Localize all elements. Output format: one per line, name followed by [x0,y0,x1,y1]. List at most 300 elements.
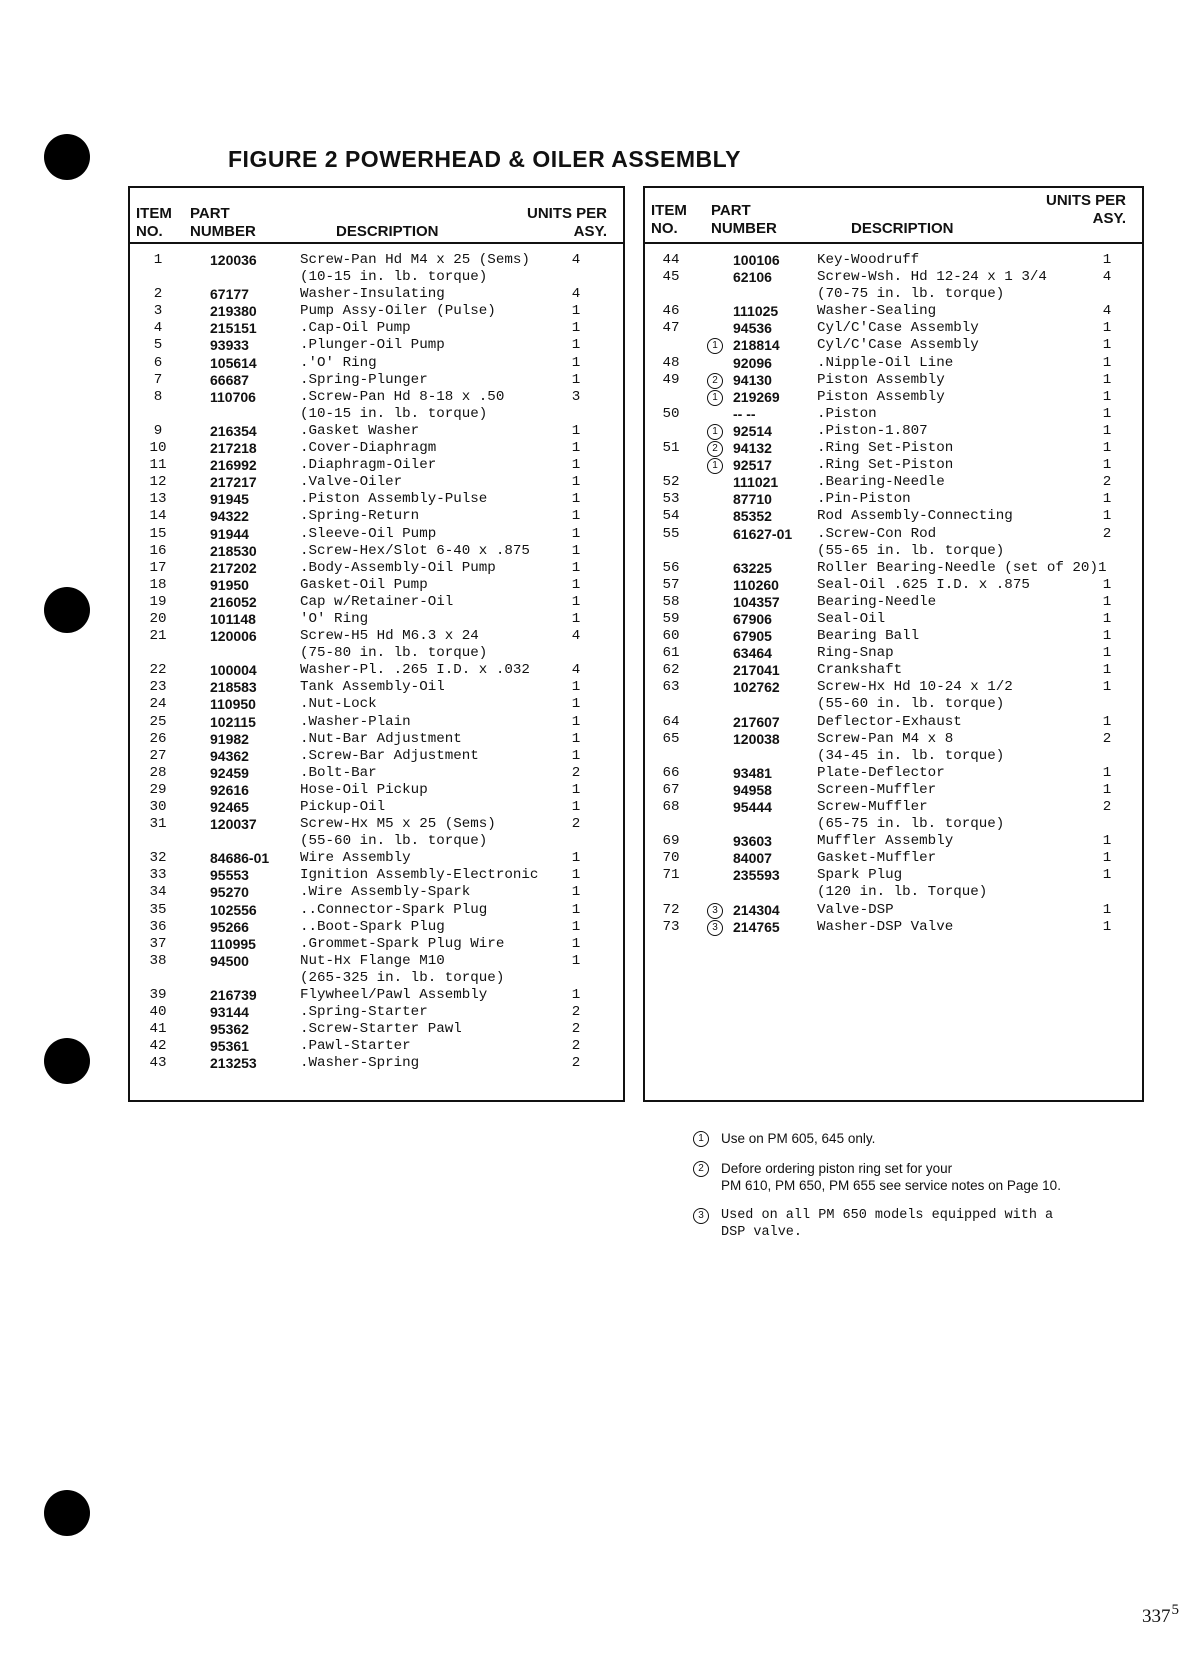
part-number: 111025 [733,303,779,320]
item-number: 42 [149,1038,167,1055]
description: .Diaphragm-Oiler [300,457,437,474]
units-per-assembly: 1 [1102,918,1112,935]
item-number: 24 [149,696,167,713]
table-row [130,714,623,731]
table-row [130,372,623,389]
table-row [645,355,1142,372]
description: Pump Assy-Oiler (Pulse) [300,303,496,320]
footnote-marker [705,919,725,936]
table-row [130,303,623,320]
table-row [645,679,1142,696]
item-number: 40 [149,1004,167,1021]
table-row [645,303,1142,320]
item-number: 30 [149,799,167,815]
units-per-assembly: 2 [1102,525,1112,542]
part-number: 120006 [210,628,257,645]
item-number: 1 [153,252,163,268]
table-row [130,970,623,987]
table-row [130,679,623,696]
item-number: 28 [149,764,167,781]
item-number: 38 [149,952,167,969]
footnote-text: Defore ordering piston ring set for your PM 610, PM 650, PM 655 see service notes on Page 10. [721,1161,1061,1193]
units-per-assembly: 1 [1102,662,1112,679]
table-row [645,491,1142,508]
table-row [130,748,623,765]
item-number: 19 [149,593,167,610]
table-row [645,474,1142,491]
description: Plate-Deflector [817,764,945,781]
table-row [130,884,623,901]
description: Screw-Pan Hd M4 x 25 (Sems) [300,252,530,268]
description: (55-60 in. lb. torque) [817,696,1005,713]
footnote-text: Used on all PM 650 models equipped with a DSP valve. [721,1208,1054,1240]
description: Hose-Oil Pickup [300,781,428,798]
item-number: 22 [149,662,167,679]
description: .Body-Assembly-Oil Pump [300,559,496,576]
footnote-marker [705,902,725,919]
table-row [130,833,623,850]
part-number: 91944 [210,525,249,542]
table-row [130,423,623,440]
item-number: 9 [153,422,163,439]
table-row [130,406,623,423]
part-number: 217217 [210,474,257,491]
part-number: 95270 [210,884,249,901]
table-row [645,440,1142,457]
part-number: 105614 [210,354,257,371]
part-number: 84686-01 [210,850,270,867]
units-per-assembly: 1 [571,713,581,730]
units-per-assembly: 1 [571,781,581,798]
units-per-assembly: 1 [571,474,581,491]
table-row [645,252,1142,269]
description: .Nut-Lock [300,696,377,713]
parts-table-left [128,186,625,1102]
description: .Screw-Bar Adjustment [300,747,479,764]
circled-number-icon: 3 [693,1208,709,1224]
table-row [645,696,1142,713]
part-number: 92465 [210,799,249,815]
table-row [130,628,623,645]
table-row [130,919,623,936]
units-per-assembly: 1 [571,337,581,354]
table-row [130,731,623,748]
table-row [130,269,623,286]
part-number: 94132 [733,440,772,457]
description: .Screw-Con Rod [817,525,937,542]
item-number: 26 [149,730,167,747]
part-number: 100004 [210,662,257,679]
item-number: 65 [662,730,680,747]
table-row [130,508,623,525]
part-number: 235593 [733,867,780,884]
table-row [130,1004,623,1021]
part-number: 95553 [210,867,249,884]
part-number: 213253 [210,1055,257,1072]
item-number: 15 [149,525,167,542]
description: Muffler Assembly [817,833,954,850]
units-per-assembly: 3 [571,388,581,405]
description: Screw-Hx Hd 10-24 x 1/2 [817,679,1013,696]
description: Tank Assembly-Oil [300,679,445,696]
item-number: 66 [662,764,680,781]
description: .Screw-Pan Hd 8-18 x .50 [300,388,505,405]
units-per-assembly: 1 [571,354,581,371]
part-number: 93603 [733,833,772,850]
item-number: 63 [662,679,680,696]
table-row [130,799,623,816]
part-number: 217202 [210,559,257,576]
part-number: 91945 [210,491,249,508]
item-number: 48 [662,354,680,371]
footnote [693,1160,1113,1194]
part-number: 84007 [733,850,772,867]
description: .Bolt-Bar [300,764,377,781]
part-number: 67906 [733,610,772,627]
item-number: 5 [153,337,163,354]
part-number: 110995 [210,935,256,952]
description: .Sleeve-Oil Pump [300,525,437,542]
circled-number-icon: 1 [707,390,723,406]
description: .Cover-Diaphragm [300,440,437,457]
table-row [130,320,623,337]
units-per-assembly: 1 [1102,867,1112,884]
item-number: 14 [149,508,167,525]
description: (265-325 in. lb. torque) [300,969,505,986]
part-number: 94322 [210,508,249,525]
units-per-assembly: 1 [1102,337,1112,354]
item-number: 61 [662,645,680,662]
description: .Ring Set-Piston [817,440,954,457]
part-number: 95444 [733,799,772,815]
table-row [130,337,623,354]
description: Rod Assembly-Connecting [817,508,1013,525]
description: Piston Assembly [817,371,945,388]
item-number: 18 [149,576,167,593]
item-number: 25 [149,713,167,730]
item-number: 10 [149,440,167,457]
table-row [130,662,623,679]
description: .Valve-Oiler [300,474,403,491]
item-number: 20 [149,610,167,627]
header-item-no: ITEM NO. [136,205,172,240]
circled-number-icon: 1 [693,1131,709,1147]
item-number: 73 [662,918,680,935]
units-per-assembly: 1 [1102,850,1112,867]
units-per-assembly: 1 [1102,901,1112,918]
description: .Gasket Washer [300,422,420,439]
table-row [130,560,623,577]
circled-number-icon: 3 [707,903,723,919]
description: Seal-Oil .625 I.D. x .875 [817,576,1030,593]
item-number: 51 [662,440,680,457]
table-row [645,714,1142,731]
item-number: 17 [149,559,167,576]
table-row [645,269,1142,286]
part-number: 218814 [733,337,780,354]
table-row [645,662,1142,679]
table-row [130,543,623,560]
units-per-assembly: 1 [1102,440,1112,457]
table-row [645,389,1142,406]
part-number: 94130 [733,371,772,388]
table-row [645,902,1142,919]
units-per-assembly: 1 [1102,781,1112,798]
table-row [130,491,623,508]
part-number: 216739 [210,987,257,1004]
item-number: 58 [662,593,680,610]
units-per-assembly: 1 [1102,628,1112,645]
description: Washer-Pl. .265 I.D. x .032 [300,662,530,679]
footnote-marker [705,389,725,406]
item-number: 16 [149,542,167,559]
description: Screen-Muffler [817,781,937,798]
description: .Washer-Plain [300,713,411,730]
item-number: 31 [149,816,167,833]
part-number: 91950 [210,576,249,593]
part-number: 94958 [733,781,772,798]
description: Gasket-Muffler [817,850,937,867]
header-item-no: ITEM NO. [651,202,687,237]
binder-hole [44,1490,90,1536]
footnote [693,1130,1113,1147]
table-row [645,645,1142,662]
units-per-assembly: 1 [571,542,581,559]
table-row [130,987,623,1004]
part-number: 94362 [210,747,249,764]
description: Spark Plug [817,867,903,884]
part-number: 95361 [210,1038,249,1055]
part-number: 61627-01 [733,525,793,542]
description: Seal-Oil [817,610,886,627]
table-row [130,577,623,594]
part-number: 216052 [210,593,257,610]
part-number: 218530 [210,542,257,559]
description: .Spring-Return [300,508,420,525]
circled-number-icon: 2 [707,373,723,389]
units-per-assembly: 1 [571,440,581,457]
description: .Washer-Spring [300,1055,420,1072]
table-row [645,508,1142,525]
units-per-assembly: 4 [571,252,581,268]
description: .Plunger-Oil Pump [300,337,445,354]
units-per-assembly: 1 [571,679,581,696]
units-per-assembly: 1 [1102,252,1112,268]
units-per-assembly: 1 [1102,645,1112,662]
table-row [130,1055,623,1072]
description: (75-80 in. lb. torque) [300,645,488,662]
description: (34-45 in. lb. torque) [817,747,1005,764]
description: .Screw-Starter Pawl [300,1021,462,1038]
description: .Piston [817,405,877,422]
units-per-assembly: 1 [571,371,581,388]
item-number: 39 [149,987,167,1004]
table-row [130,252,623,269]
circled-number-icon: 1 [707,424,723,440]
units-per-assembly: 1 [1102,593,1112,610]
description: Crankshaft [817,662,903,679]
units-per-assembly: 1 [571,799,581,815]
item-number: 23 [149,679,167,696]
units-per-assembly: 2 [571,1038,581,1055]
item-number: 55 [662,525,680,542]
units-per-assembly: 1 [571,918,581,935]
table-row [645,748,1142,765]
header-units-per-asy: UNITS PER ASY. [1046,192,1127,227]
part-number: 101148 [210,610,256,627]
item-number: 8 [153,388,163,405]
units-per-assembly: 1 [1102,371,1112,388]
description: .Screw-Hex/Slot 6-40 x .875 [300,542,530,559]
table-row [130,850,623,867]
part-number: 215151 [210,320,257,337]
part-number: 94500 [210,952,249,969]
part-number: 94536 [733,320,772,337]
units-per-assembly: 1 [1102,457,1112,474]
description: Key-Woodruff [817,252,920,268]
part-number: 95362 [210,1021,249,1038]
description: .Grommet-Spark Plug Wire [300,935,505,952]
table-row [645,833,1142,850]
description: .Wire Assembly-Spark [300,884,471,901]
description: Cyl/C'Case Assembly [817,337,979,354]
description: (120 in. lb. Torque) [817,884,988,901]
footnote [693,1207,1113,1241]
item-number: 67 [662,781,680,798]
units-per-assembly: 1 [571,303,581,320]
page-title: FIGURE 2 POWERHEAD & OILER ASSEMBLY [228,146,741,172]
units-per-assembly: 1 [1102,610,1112,627]
units-per-assembly: 2 [571,764,581,781]
part-number: 217218 [210,440,257,457]
description: Screw-H5 Hd M6.3 x 24 [300,628,479,645]
description: Screw-Muffler [817,799,928,815]
units-per-assembly: 1 [571,730,581,747]
table-row [645,731,1142,748]
part-number: 63225 [733,559,772,576]
item-number: 46 [662,303,680,320]
part-number: 62106 [733,269,772,286]
description: Gasket-Oil Pump [300,576,428,593]
item-number: 32 [149,850,167,867]
item-number: 12 [149,474,167,491]
description: (10-15 in. lb. torque) [300,405,488,422]
table-row [130,696,623,713]
footnote-marker [705,337,725,354]
table-row [130,1021,623,1038]
table-row [130,457,623,474]
units-per-assembly: 1 [571,884,581,901]
units-per-assembly: 1 [571,457,581,474]
description: Bearing-Needle [817,593,937,610]
part-number: 92517 [733,457,772,474]
description: .'O' Ring [300,354,377,371]
units-per-assembly: 1 [571,525,581,542]
table-row [645,765,1142,782]
description: (10-15 in. lb. torque) [300,269,488,286]
footnotes [693,1130,1113,1254]
units-per-assembly: 1 [571,576,581,593]
description: (55-65 in. lb. torque) [817,542,1005,559]
item-number: 44 [662,252,680,268]
description: .Cap-Oil Pump [300,320,411,337]
description: Nut-Hx Flange M10 [300,952,445,969]
item-number: 47 [662,320,680,337]
part-number: 102762 [733,679,780,696]
table-row [645,594,1142,611]
item-number: 4 [153,320,163,337]
item-number: 41 [149,1021,167,1038]
description: .Spring-Starter [300,1004,428,1021]
part-number: 217041 [733,662,780,679]
description: Flywheel/Pawl Assembly [300,987,488,1004]
table-row [645,816,1142,833]
item-number: 13 [149,491,167,508]
units-per-assembly: 1 [571,610,581,627]
part-number: 104357 [733,593,780,610]
units-per-assembly: 1 [1102,405,1112,422]
part-number: 63464 [733,645,772,662]
part-number: 216354 [210,422,257,439]
units-per-assembly: 2 [1102,799,1112,815]
item-number: 7 [153,371,163,388]
units-per-assembly: 4 [571,628,581,645]
units-per-assembly: 1 [571,850,581,867]
units-per-assembly: 1 [1102,833,1112,850]
units-per-assembly: 1 [1102,354,1112,371]
part-number: 111021 [733,474,779,491]
header-part-number: PART NUMBER [190,205,256,240]
item-number: 34 [149,884,167,901]
part-number: 66687 [210,371,249,388]
description: Cyl/C'Case Assembly [817,320,979,337]
part-number: -- -- [733,405,756,422]
table-row [130,902,623,919]
part-number: 93144 [210,1004,249,1021]
description: ..Connector-Spark Plug [300,901,488,918]
description: Ignition Assembly-Electronic [300,867,539,884]
footnote-marker [705,423,725,440]
item-number: 53 [662,491,680,508]
table-row [130,611,623,628]
units-per-assembly: 4 [1102,303,1112,320]
part-number: 93933 [210,337,249,354]
units-per-assembly: 4 [571,286,581,303]
table-body [645,244,1142,936]
item-number: 70 [662,850,680,867]
units-per-assembly: 1 [571,952,581,969]
item-number: 57 [662,576,680,593]
part-number: 95266 [210,918,249,935]
units-per-assembly: 4 [1102,269,1112,286]
units-per-assembly: 1 [1102,576,1112,593]
table-row [130,594,623,611]
part-number: 85352 [733,508,772,525]
item-number: 29 [149,781,167,798]
units-per-assembly: 1 [1102,388,1112,405]
units-per-assembly: 1 [1102,679,1112,696]
table-row [130,645,623,662]
units-per-assembly: 1 [1102,713,1112,730]
description: ..Boot-Spark Plug [300,918,445,935]
item-number: 35 [149,901,167,918]
table-row [130,867,623,884]
part-number: 92514 [733,422,772,439]
item-number: 72 [662,901,680,918]
item-number: 36 [149,918,167,935]
table-row [645,320,1142,337]
page-number-main: 337 [1142,1606,1171,1627]
